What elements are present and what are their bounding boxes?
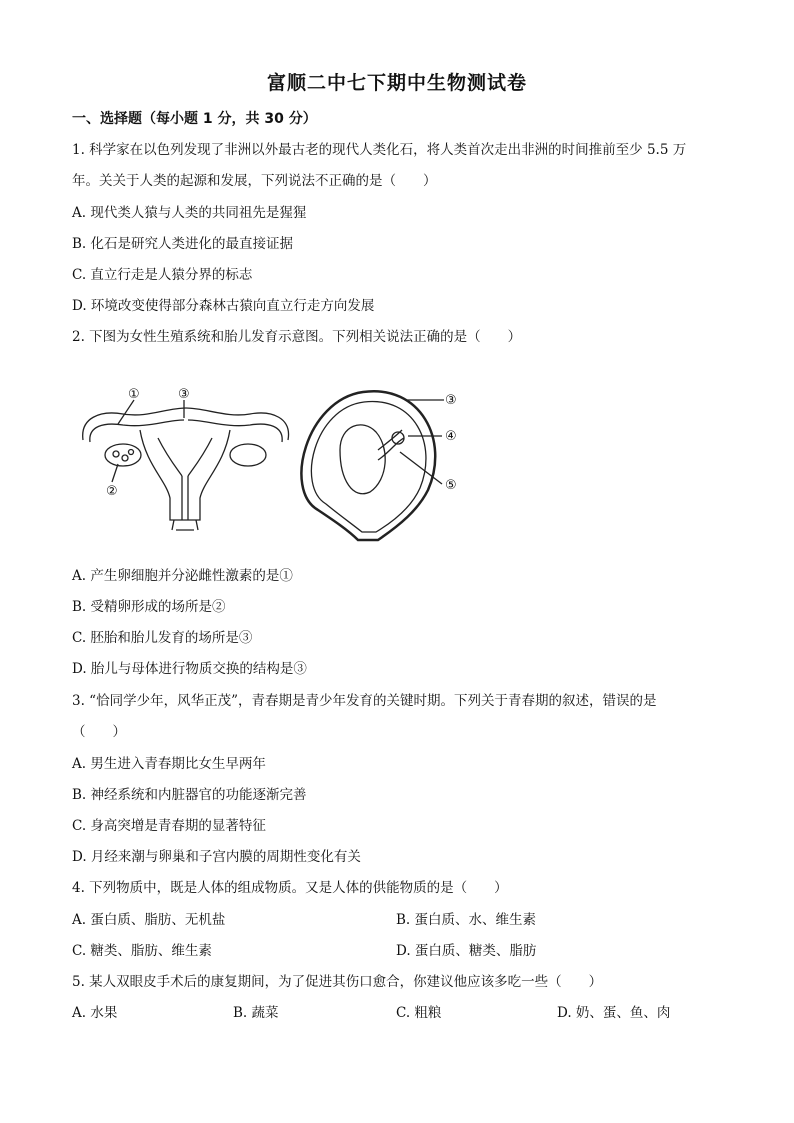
question-1-option-d: D. 环境改变使得部分森林古猿向直立行走方向发展 [72, 298, 375, 314]
question-3-option-c: C. 身高突增是青春期的显著特征 [72, 818, 266, 834]
question-2-option-a: A. 产生卵细胞并分泌雌性激素的是① [72, 568, 293, 584]
left-fallopian-tube [83, 408, 186, 440]
question-2-option-b: B. 受精卵形成的场所是② [72, 599, 226, 615]
question-3-option-b: B. 神经系统和内脏器官的功能逐渐完善 [72, 787, 307, 803]
question-5-option-c: C. 粗粮 [396, 1005, 442, 1021]
question-2-line-1: 2. 下图为女性生殖系统和胎儿发育示意图。下列相关说法正确的是（ ） [72, 329, 522, 345]
label-3-left: ③ [178, 387, 190, 402]
question-1-line-2: 年。关关于人类的起源和发展，下列说法不正确的是（ ） [72, 173, 437, 189]
question-4-option-d: D. 蛋白质、糖类、脂肪 [396, 943, 537, 959]
question-5-option-a: A. 水果 [72, 1005, 118, 1021]
question-3-line-1: 3. “恰同学少年，风华正茂”，青春期是青少年发育的关键时期。下列关于青春期的叙述，错误的是 [72, 693, 657, 709]
question-5-option-d: D. 奶、蛋、鱼、肉 [557, 1005, 671, 1021]
label-1-left: ① [128, 387, 140, 402]
question-1-line-1: 1. 科学家在以色列发现了非洲以外最古老的现代人类化石，将人类首次走出非洲的时间推前至少 5.5 万 [72, 142, 687, 158]
question-2-option-d: D. 胎儿与母体进行物质交换的结构是③ [72, 661, 307, 677]
vagina [172, 520, 198, 530]
label-2-left: ② [106, 484, 118, 499]
reproductive-system-figure [78, 380, 478, 549]
uterus-wall-outer [301, 391, 435, 540]
section-heading: 一、选择题（每小题 1 分，共 30 分） [72, 111, 317, 127]
label-3-right: ③ [445, 393, 457, 408]
question-4-option-a: A. 蛋白质、脂肪、无机盐 [72, 912, 226, 928]
question-1-option-b: B. 化石是研究人类进化的最直接证据 [72, 236, 294, 252]
question-4-line-1: 4. 下列物质中，既是人体的组成物质。又是人体的供能物质的是（ ） [72, 880, 508, 896]
umbilical-cord [378, 430, 404, 460]
uterus-wall-inner [311, 401, 426, 532]
question-5-line-1: 5. 某人双眼皮手术后的康复期间，为了促进其伤口愈合，你建议他应该多吃一些（ ） [72, 974, 603, 990]
question-4-option-c: C. 糖类、脂肪、维生素 [72, 943, 212, 959]
question-1-option-a: A. 现代类人猿与人类的共同祖先是猩猩 [72, 205, 307, 221]
question-3-option-d: D. 月经来潮与卵巢和子宫内膜的周期性变化有关 [72, 849, 361, 865]
question-1-option-c: C. 直立行走是人猿分界的标志 [72, 267, 253, 283]
question-5-option-b: B. 蔬菜 [233, 1005, 279, 1021]
uterus-body [140, 430, 230, 520]
page-title: 富顺二中七下期中生物测试卷 [266, 72, 527, 94]
question-3-line-2: （ ） [72, 724, 126, 740]
question-3-option-a: A. 男生进入青春期比女生早两年 [72, 756, 266, 772]
question-2-option-c: C. 胚胎和胎儿发育的场所是③ [72, 630, 253, 646]
question-4-option-b: B. 蛋白质、水、维生素 [396, 912, 537, 928]
right-ovary [230, 444, 266, 466]
label-4-right: ④ [445, 429, 457, 444]
label-5-right: ⑤ [445, 478, 457, 493]
reproductive-diagram [78, 380, 478, 545]
right-fallopian-tube [186, 408, 289, 440]
